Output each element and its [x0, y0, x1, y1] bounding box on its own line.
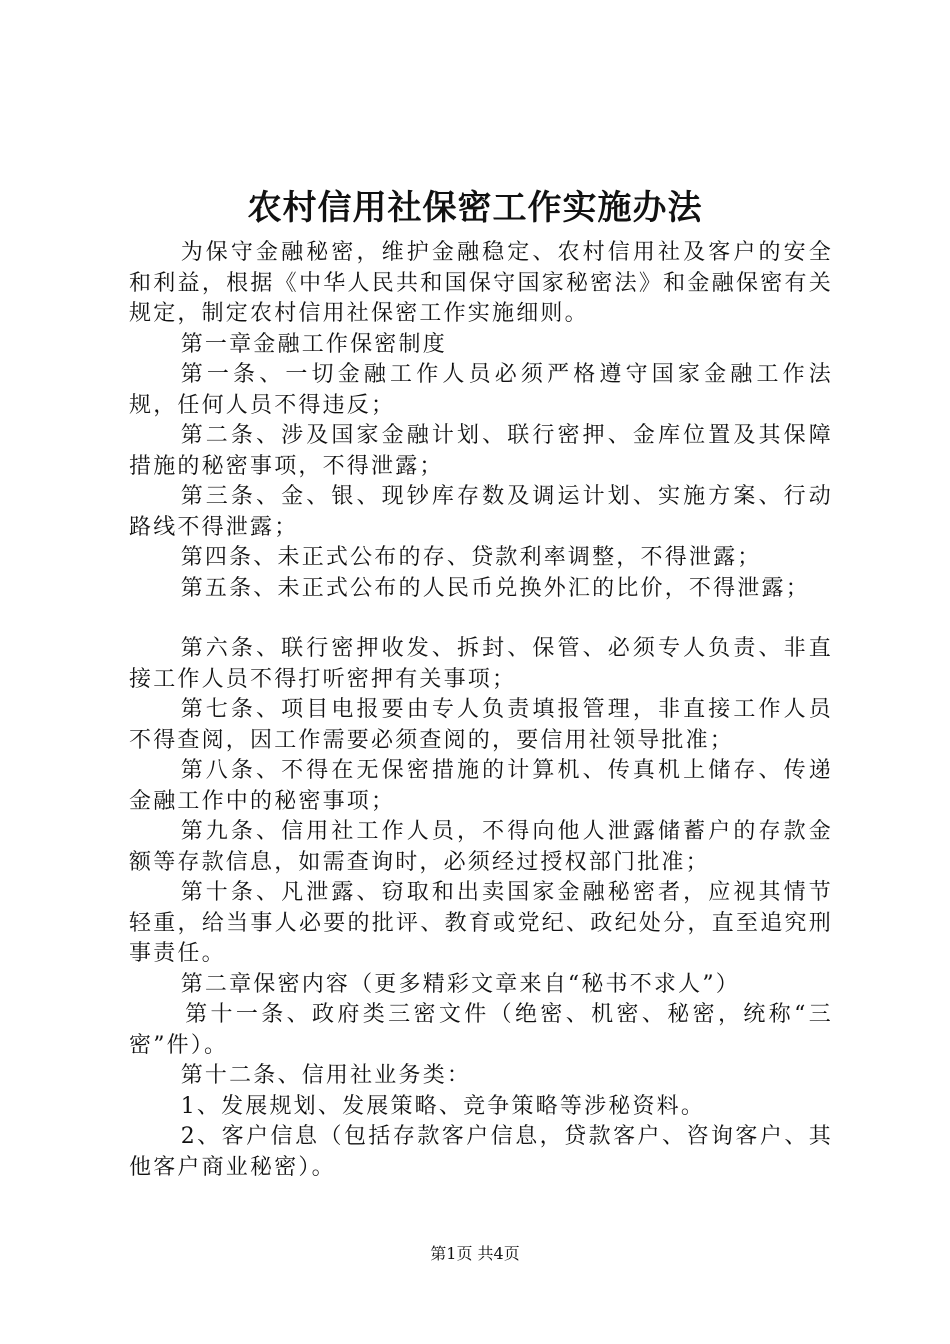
page-footer: 第1页 共4页 [430, 1244, 520, 1263]
article-9: 第九条、信用社工作人员，不得向他人泄露储蓄户的存款金额等存款信息，如需查询时，必须经过授权部门批准； [129, 819, 833, 875]
article-2: 第二条、涉及国家金融计划、联行密押、金库位置及其保障措施的秘密事项，不得泄露； [129, 423, 833, 479]
document-title: 农村信用社保密工作实施办法 [247, 188, 703, 228]
article-7: 第七条、项目电报要由专人负责填报管理，非直接工作人员不得查阅，因工作需要必须查阅的，要信用社领导批准； [129, 697, 833, 753]
article-6: 第六条、联行密押收发、拆封、保管、必须专人负责、非直接工作人员不得打听密押有关事项； [129, 636, 833, 692]
document-body [129, 238, 833, 1183]
article-8: 第八条、不得在无保密措施的计算机、传真机上储存、传递金融工作中的秘密事项； [129, 758, 833, 814]
article-11: 第十一条、政府类三密文件（绝密、机密、秘密，统称“三密”件）。 [129, 1002, 833, 1058]
article-3: 第三条、金、银、现钞库存数及调运计划、实施方案、行动路线不得泄露； [129, 484, 833, 540]
list-item-1: 1、发展规划、发展策略、竞争策略等涉秘资料。 [180, 1093, 706, 1119]
article-10: 第十条、凡泄露、窃取和出卖国家金融秘密者，应视其情节轻重，给当事人必要的批评、教育或党纪、政纪处分，直至追究刑事责任。 [129, 880, 833, 966]
list-item-2: 2、客户信息（包括存款客户信息，贷款客户、咨询客户、其他客户商业秘密）。 [129, 1124, 833, 1180]
chapter-1-heading: 第一章金融工作保密制度 [180, 331, 447, 357]
article-1: 第一条、一切金融工作人员必须严格遵守国家金融工作法规，任何人员不得违反； [129, 362, 833, 418]
preamble-paragraph: 为保守金融秘密，维护金融稳定、农村信用社及客户的安全和利益，根据《中华人民共和国保守国家秘密法》和金融保密有关规定，制定农村信用社保密工作实施细则。 [129, 240, 833, 326]
article-12: 第十二条、信用社业务类： [180, 1063, 472, 1088]
article-4: 第四条、未正式公布的存、贷款利率调整，不得泄露； [180, 545, 762, 570]
article-5: 第五条、未正式公布的人民币兑换外汇的比价，不得泄露； [180, 575, 810, 601]
chapter-2-heading: 第二章保密内容（更多精彩文章来自“秘书不求人”） [180, 971, 740, 997]
